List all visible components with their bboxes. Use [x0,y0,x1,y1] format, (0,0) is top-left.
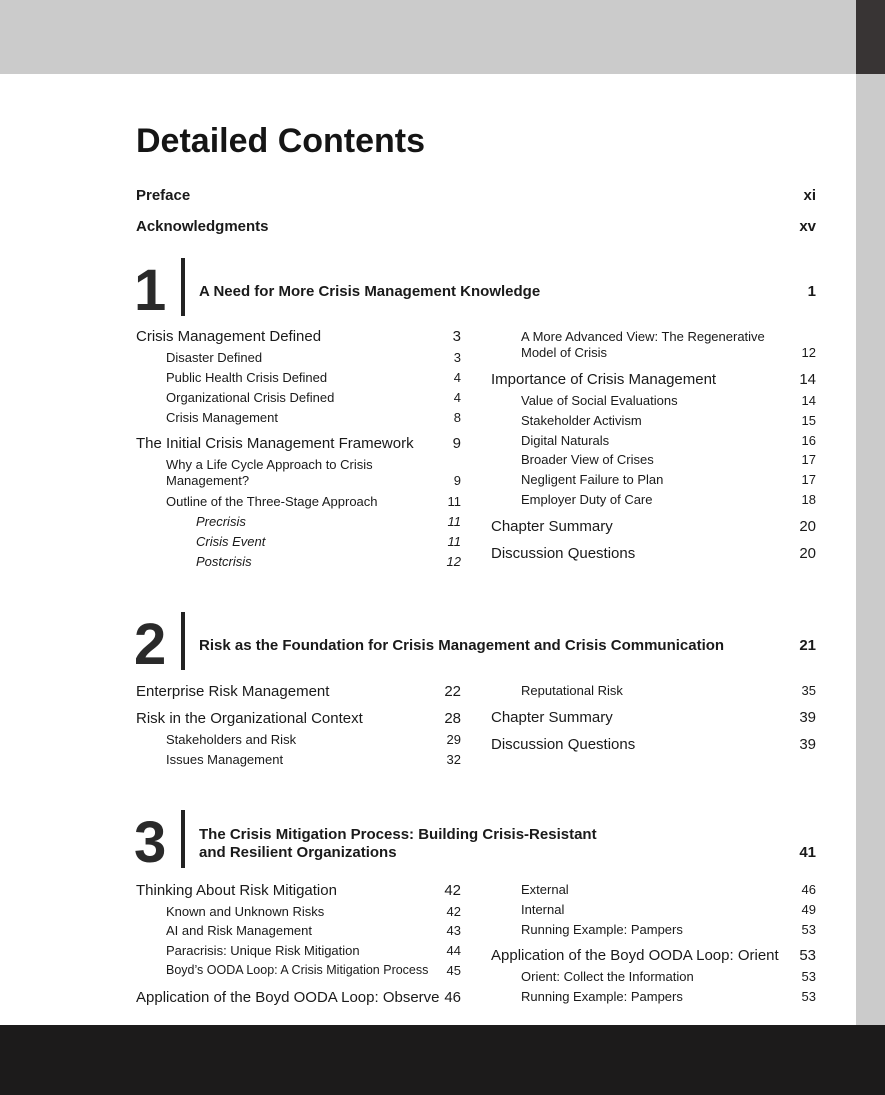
toc-subentry[interactable]: Digital Naturals [521,433,610,448]
toc-preface-label[interactable]: Preface [136,187,191,204]
toc-subentry-page: 44 [446,943,461,958]
chapter-number: 1 [134,258,167,323]
toc-entry-page: 20 [799,518,816,535]
viewer-scroll-gutter[interactable] [856,74,885,1025]
toc-subentry-page: 12 [801,345,816,360]
toc-subentry[interactable]: Crisis Management [166,410,278,425]
toc-entry-page: 14 [799,371,816,388]
toc-subsubentry-page: 11 [447,514,461,529]
viewer-corner [856,0,885,74]
toc-subsubentry-page: 11 [447,534,461,549]
toc-subentry-page: 32 [446,752,461,767]
toc-subentry[interactable]: Disaster Defined [166,350,263,365]
page-title: Detailed Contents [136,122,426,160]
toc-entry-page: 46 [444,989,461,1006]
chapter-divider [181,810,185,868]
toc-subentry-page: 8 [453,410,461,425]
toc-entry-page: 39 [799,709,816,726]
toc-subentry-page: 43 [446,923,461,938]
toc-subentry-page: 17 [801,452,816,467]
toc-subentry[interactable]: Employer Duty of Care [521,492,653,507]
toc-subentry[interactable]: Broader View of Crises [521,452,654,467]
toc-subentry[interactable]: Reputational Risk [521,683,623,698]
toc-subentry-page: 14 [801,393,816,408]
toc-acknowledgments-page: xv [799,218,816,235]
toc-entry-page: 28 [444,710,461,727]
toc-subentry[interactable]: External [521,882,569,897]
toc-subentry-cont[interactable]: Management? [166,473,250,488]
toc-entry-page: 3 [452,328,461,345]
toc-subentry[interactable]: Organizational Crisis Defined [166,390,335,405]
toc-subentry-page: 53 [801,989,816,1004]
toc-subentry[interactable]: Issues Management [166,752,284,767]
toc-subentry-page: 49 [801,902,816,917]
chapter-title-cont[interactable]: and Resilient Organizations [199,844,397,861]
toc-entry-page: 39 [799,736,816,753]
toc-entry-page: 20 [799,545,816,562]
toc-entry[interactable]: Thinking About Risk Mitigation [136,882,337,899]
toc-subsubentry[interactable]: Precrisis [196,514,246,529]
toc-subentry[interactable]: Value of Social Evaluations [521,393,678,408]
toc-subentry-cont[interactable]: Model of Crisis [521,345,607,360]
toc-subentry-page: 18 [801,492,816,507]
toc-subentry-page: 45 [446,963,461,978]
toc-subentry[interactable]: Stakeholders and Risk [166,732,297,747]
toc-subentry[interactable]: Stakeholder Activism [521,413,642,428]
toc-subentry[interactable]: Running Example: Pampers [521,922,683,937]
toc-entry[interactable]: Chapter Summary [491,518,613,535]
toc-subentry-page: 17 [801,472,816,487]
chapter-title[interactable]: The Crisis Mitigation Process: Building Crisis-Resistant [199,826,597,843]
toc-entry-page: 53 [799,947,816,964]
toc-entry[interactable]: The Initial Crisis Management Framework [136,435,414,452]
toc-subentry[interactable]: Paracrisis: Unique Risk Mitigation [166,943,360,958]
toc-subentry[interactable]: A More Advanced View: The Regenerative [521,329,765,344]
chapter-page: 41 [799,844,816,861]
toc-entry[interactable]: Discussion Questions [491,545,636,562]
chapter-number: 3 [134,810,167,875]
toc-subsubentry[interactable]: Crisis Event [196,534,266,549]
toc-entry[interactable]: Chapter Summary [491,709,613,726]
document-page [0,74,856,1025]
toc-subentry-page: 15 [801,413,816,428]
toc-subentry-page: 16 [801,433,816,448]
chapter-divider [181,258,185,316]
toc-entry[interactable]: Enterprise Risk Management [136,683,330,700]
chapter-title[interactable]: A Need for More Crisis Management Knowledge [199,283,541,300]
toc-subentry-page: 11 [447,494,461,509]
toc-subentry-page: 42 [446,904,461,919]
toc-subentry-page: 29 [446,732,461,747]
toc-subentry[interactable]: AI and Risk Management [166,923,312,938]
chapter-title[interactable]: Risk as the Foundation for Crisis Management and Crisis Communication [199,637,725,654]
toc-subentry-page: 9 [453,473,461,488]
toc-subentry[interactable]: Public Health Crisis Defined [166,370,328,385]
toc-entry[interactable]: Crisis Management Defined [136,328,322,345]
viewer-bottom-bar [0,1025,885,1095]
toc-subentry-page: 3 [453,350,461,365]
toc-subentry-page: 53 [801,969,816,984]
toc-entry[interactable]: Discussion Questions [491,736,636,753]
toc-subentry[interactable]: Orient: Collect the Information [521,969,694,984]
toc-acknowledgments-label[interactable]: Acknowledgments [136,218,269,235]
toc-subentry-page: 46 [801,882,816,897]
toc-subentry[interactable]: Known and Unknown Risks [166,904,325,919]
toc-subentry[interactable]: Why a Life Cycle Approach to Crisis [166,457,373,472]
toc-subentry[interactable]: Outline of the Three-Stage Approach [166,494,378,509]
toc-subsubentry-page: 12 [446,554,461,569]
toc-entry-page: 42 [444,882,461,899]
toc-entry[interactable]: Importance of Crisis Management [491,371,717,388]
viewer-top-bar [0,0,856,74]
toc-entry[interactable]: Risk in the Organizational Context [136,710,363,727]
toc-entry-page: 22 [444,683,461,700]
toc-entry[interactable]: Application of the Boyd OODA Loop: Observe [136,989,440,1006]
chapter-page: 21 [799,637,816,654]
toc-entry-page: 9 [452,435,461,452]
toc-subentry[interactable]: Boyd’s OODA Loop: A Crisis Mitigation Process [166,963,429,977]
toc-subentry[interactable]: Running Example: Pampers [521,989,683,1004]
toc-preface-page: xi [803,187,816,204]
chapter-number: 2 [134,612,167,677]
toc-entry[interactable]: Application of the Boyd OODA Loop: Orient [491,947,779,964]
chapter-page: 1 [807,283,816,300]
toc-subentry-page: 4 [453,390,461,405]
toc-subentry[interactable]: Internal [521,902,565,917]
toc-subentry-page: 53 [801,922,816,937]
chapter-divider [181,612,185,670]
toc-subentry[interactable]: Negligent Failure to Plan [521,472,664,487]
toc-subsubentry[interactable]: Postcrisis [196,554,252,569]
toc-subentry-page: 4 [453,370,461,385]
toc-subentry-page: 35 [801,683,816,698]
